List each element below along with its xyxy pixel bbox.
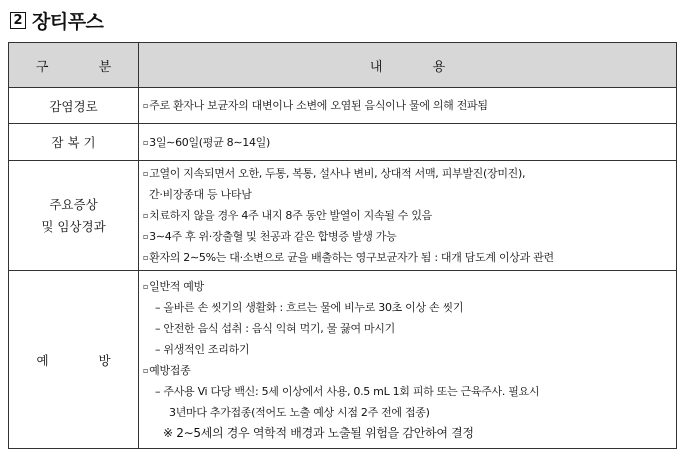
bullet-icon: ▫ [143,211,149,220]
table-row [9,161,677,271]
bullet-icon: ▫ [143,253,149,262]
row-content-infection-route: ▫주로 환자나 보균자의 대변이나 소변에 오염된 음식이나 물에 의해 전파됨 [139,88,677,124]
row-label-infection-route: 감염경로 [9,88,139,124]
bullet-icon: ▫ [143,169,149,178]
table-row [9,271,677,449]
section-heading [10,8,103,32]
header-content: 내 용 [139,43,677,88]
row-label-incubation: 잠 복 기 [9,124,139,161]
info-table [8,42,677,449]
row-label-prevention: 예 방 [9,271,139,449]
table-row [9,88,677,124]
bullet-icon: ▫ [143,101,149,110]
row-label-symptoms: 주요증상 및 임상경과 [9,161,139,271]
row-content-prevention: ▫일반적 예방 – 올바른 손 씻기의 생활화 : 흐르는 물에 비누로 30초 이상 손 씻기 – 안전한 음식 섭취 : 음식 익혀 먹기, 물 끓여 마시기 – 위생적인 조리하기 ▫예방접종 – 주사용 Vi 다당 백신: 5세 이상에서 사용, 0.5 mL 1회 피하 또는 근육주사. 필요시 3년마다 추가접종(적어도 노출 예상 시점 2주 전에 접종) ※ 2∼5세의 경우 역학적 배경과 노출될 위험을 감안하여 결정 [139,271,677,449]
bullet-icon: ▫ [143,365,149,375]
section-title: 장티푸스 [32,10,104,33]
row-content-symptoms: ▫고열이 지속되면서 오한, 두통, 복통, 설사나 변비, 상대적 서맥, 피부발진(장미진), 간·비장종대 등 나타남 ▫치료하지 않을 경우 4주 내지 8주 동안 발열이 지속될 수 있음 ▫3∼4주 후 위·장출혈 및 천공과 같은 합병증 발생 가능 ▫환자의 2∼5%는 대·소변으로 균을 배출하는 영구보균자가 됨 : 대개 담도계 이상과 관련 [139,161,677,271]
section-number-box: 2 [10,12,26,29]
table-header-row [9,43,677,88]
row-content-incubation: ▫3일∼60일(평균 8∼14일) [139,124,677,161]
note-text: ※ 2∼5세의 경우 역학적 배경과 노출될 위험을 감안하여 결정 [163,425,474,440]
header-category: 구 분 [9,43,139,88]
table-row [9,124,677,161]
bullet-icon: ▫ [143,281,149,291]
bullet-icon: ▫ [143,232,149,241]
bullet-icon: ▫ [143,137,149,147]
